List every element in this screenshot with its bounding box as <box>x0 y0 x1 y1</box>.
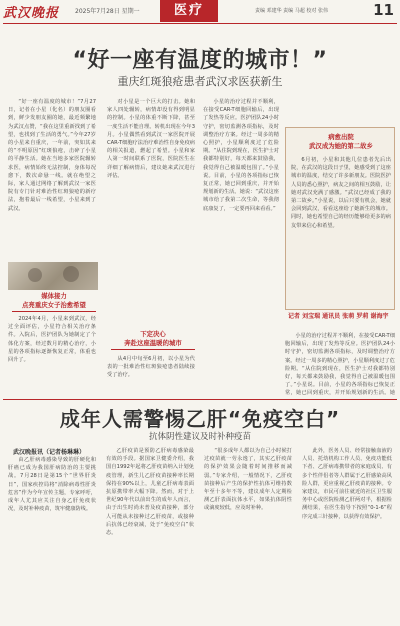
newspaper-logo: 武汉晚报 <box>3 6 60 21</box>
masthead-rule <box>3 23 397 24</box>
article1-col1-text: “好一座有温度的城市！”7月27日，记者在小星（化名）的朋友圈看到，鲜少发朋友圈的她，最近频繁地为武汉点赞，“我在这里重新找到了希望，也找到了生活的勇气。”今年27岁的小星来自重庆，一年前，突如其来的“不明原因”红斑狼疮，击碎了小星的平静生活。她在当地多家医院辗转求医，病情始终无法控制，身体每况愈下，数次命悬一线。就在绝望之际，家人通过网络了解到武汉一家医院有专门针对难治性红斑狼疮的新疗法，抱着最后一线希望，小星来到了武汉。 <box>8 99 96 212</box>
article2-col3-text: “很多成年人都以为自己小时候打过疫苗就一劳永逸了，其实乙肝疫苗的保护效果会随着时间推移而减弱。”专家介绍，一般情况下，乙肝疫苗接种后产生的保护性抗体可维持数年至十多年不等，建议成年人定期检测乙肝表面抗体水平，如果抗体阴性或滴度较低，应及时补种。 <box>204 448 292 512</box>
article-divider <box>3 399 397 400</box>
article2-byline: 武汉晚报讯（记者杨琳琳） <box>13 449 86 456</box>
sidebar-body <box>291 156 391 292</box>
article1-col1 <box>8 98 96 260</box>
article1-col3-text: 小星的治疗过程并不顺利，在接受CAR-T细胞回输后，出现了发热等反应。医护团队24小时守护，密切监测各项指标，及时调整治疗方案。经过一周多的精心照护，小星顺利度过了危险期。“从住院到现在，医生护士对我都特别好，每天都来鼓励我，我觉得自己被温暖包围了。”小星说。目前，小星的各项指标已恢复正常，她已回到重庆，并开始规划新的生活。她说：“武汉这座城市给了我第二次生命，等我彻底康复了，一定要再回来看看。” <box>203 99 279 212</box>
article2-col3 <box>204 447 292 620</box>
photo-figure <box>28 268 42 282</box>
article1-col4-text: 小星的治疗过程并不顺利，在接受CAR-T细胞回输后，出现了发热等反应。医护团队24小时守护，密切监测各项指标，及时调整治疗方案。经过一周多的精心照护，小星顺利度过了危险期。“从住院到现在，医生护士对我都特别好，每天都来鼓励我，我觉得自己被温暖包围了。”小星说。目前，小星的各项指标已恢复正常，她已回到重庆，并开始规划新的生活。她 <box>285 333 395 396</box>
article2-subheadline: 抗体阴性建议及时补种疫苗 <box>148 432 251 442</box>
article1-col1b-text: 2024年4月，小星来到武汉，经过全面评估，小星符合相关治疗条件。入院后，医护团队为她制定了个体化方案，经过数月的精心治疗，小星的各项指标逐渐恢复正常，体重也回升了。 <box>8 316 96 364</box>
masthead <box>0 0 400 24</box>
article2-col2-text: 乙肝疫苗是预防乙肝病毒感染最有效的手段。据国家卫健委介绍，我国自1992年起将乙肝疫苗纳入计划免疫管理，新生儿乙肝疫苗接种率长期保持在90%以上，儿童乙肝病毒表面抗原携带率大幅下降。然而，对于上世纪90年代以前出生的成年人而言，由于出生时尚未普及疫苗接种，部分人可能从未接种过乙肝疫苗，或接种后抗体已经衰减，处于“免疫空白”状态。 <box>106 448 194 537</box>
section-tab-medical: 医疗 <box>160 0 218 22</box>
article2-headline: 成年人需警惕乙肝“免疫空白” <box>59 407 341 431</box>
article2-col1 <box>8 456 96 620</box>
article2-col1-text: 由乙肝病毒感染导致的肝硬化和肝癌已成为我国肝病防治的主要挑战。7月28日是第15个“世界肝炎日”，国家疾控局将“消除病毒性肝炎危害”作为今年宣传主题，专家呼吁，成年人尤其应关注自身乙肝免疫状况，及时补种疫苗，筑牢健康防线。 <box>8 457 96 513</box>
article1-photo <box>8 262 98 290</box>
article1-sidebar <box>285 127 395 310</box>
caption-rule <box>111 349 195 350</box>
sidebar-text: 6月初，小星和其他几位患者先后出院，在武汉的这段日子里，她感受到了这座城市的温度，结交了许多新朋友。医院医护人员的悉心照护，病友之间的相互鼓励，让她对武汉充满了感激。“武汉已经成了我的第二故乡。”小星说，以后只要有机会，她就会回到武汉，看看这座给了她新生的城市。同时，她也希望自己的经历能够给更多的病友带来信心和希望。 <box>291 157 391 229</box>
page-number: 11 <box>373 1 394 19</box>
article1-col3 <box>203 98 279 396</box>
article2-col4 <box>302 447 392 620</box>
sidebar-title: 病愈出院 武汉成为她的第二故乡 <box>309 133 373 150</box>
article1-col2 <box>107 98 195 322</box>
article2-col4-text: 此外，医务人员、经常接触血液的人员、托幼机构工作人员、免疫功能低下者、乙肝病毒携带者的家庭成员、有多个性伴侣者等人群属于乙肝感染高风险人群，更应重视乙肝疫苗的接种。专家建议，市民可前往就近的社区卫生服务中心或医院检测乙肝两对半，根据检测结果，在医生指导下按照“0-1-6”程序完成三针接种，以获得有效保护。 <box>302 448 392 520</box>
caption-rule <box>12 311 96 312</box>
article2-col2 <box>106 447 194 620</box>
article1-col2b-text: 从4月中旬至6月初，以小星为代表的一批难治性红斑狼疮患者陆续接受了治疗。 <box>107 356 195 379</box>
article1-signature: 记者 刘宝瑞 通讯员 张萌 罗莉 谢海宇 <box>288 313 389 320</box>
article1-col1b <box>8 315 96 397</box>
article1-col2-text: 对小星是一个巨大的打击。她和家人四处辗转，病情却没有得到明显的控制。小星的体重不断下降，甚至一度生活不能自理。转机出现在今年3月。小星偶然看到武汉一家医院开展CAR-T细胞疗法治疗难治性自身免疫病的相关报道，燃起了希望。小星和家人第一时间联系了医院，医院医生在详细了解病情后，建议她来武汉进行评估。 <box>107 99 195 179</box>
article1-col2b <box>107 355 195 395</box>
issue-date: 2025年7月28日 星期一 <box>75 8 140 15</box>
article1-subheadline: 重庆红斑狼疮患者武汉求医获新生 <box>117 75 283 88</box>
article1-col2-caption: 下定决心 奔赴这座温暖的城市 <box>124 330 182 347</box>
photo-figure <box>63 266 79 282</box>
article1-col4 <box>285 332 395 396</box>
article1-headline: “好一座有温度的城市！” <box>72 48 328 73</box>
editors-credit: 责编 邓建华 责编 马超 校对 张伟 <box>255 8 328 14</box>
article1-photo-caption: 媒体接力 点亮重庆女子治愈希望 <box>22 292 86 309</box>
